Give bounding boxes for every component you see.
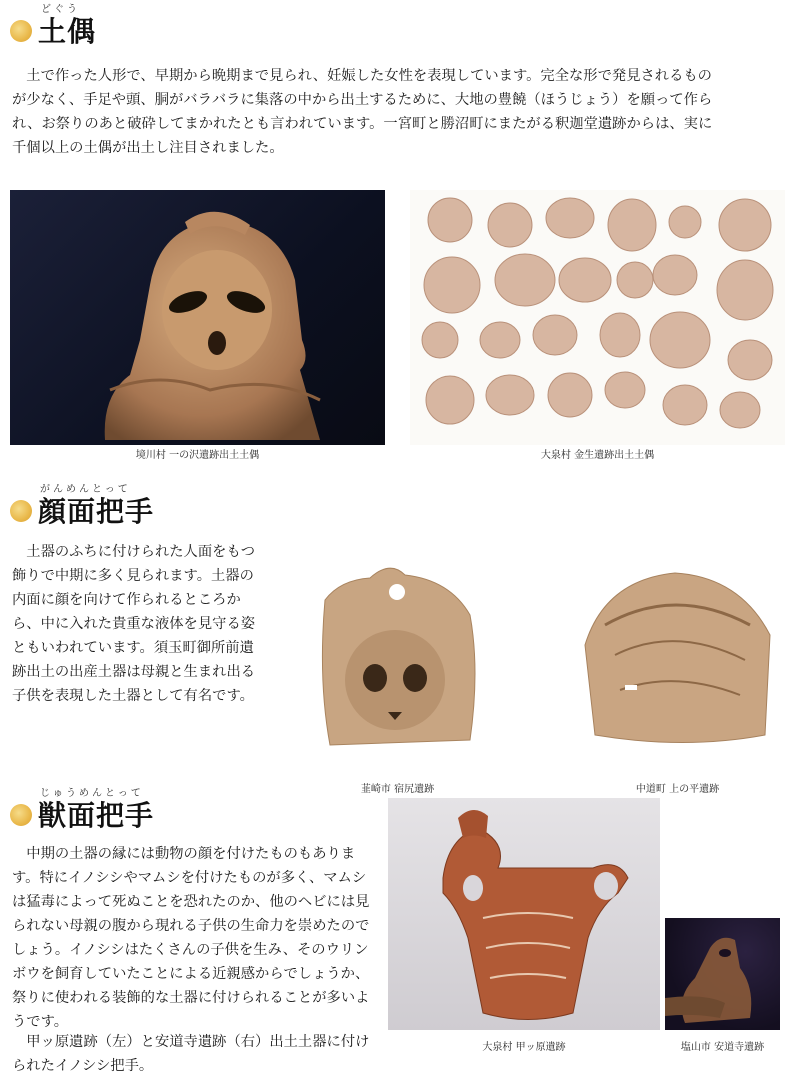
bullet-dot-icon (10, 804, 32, 826)
photo-caption: 中道町 上の平遺跡 (635, 784, 720, 795)
heading-title: 土偶 (38, 15, 97, 48)
heading-ruby: どぐう (41, 4, 80, 15)
heading-ruby: じゅうめんとって (40, 788, 144, 799)
boar-handle-small-photo (665, 918, 780, 1030)
dogu-figure-image (10, 190, 385, 445)
face-handle-photo-left (310, 560, 485, 760)
section-heading-juumen (10, 788, 154, 832)
photo-caption: 大泉村 金生遺跡出土土偶 (540, 450, 655, 461)
boar-handle-small-image (665, 918, 780, 1030)
section-heading-dogu (10, 4, 96, 48)
dogu-faces-image (410, 190, 785, 445)
face-handle-image (575, 565, 780, 750)
boar-handle-pot-image (388, 798, 660, 1030)
face-handle-image (310, 560, 485, 760)
section-heading-ganmen (10, 484, 154, 528)
dogu-photo-left (10, 190, 385, 445)
heading-title: 顔面把手 (38, 495, 155, 528)
bullet-dot-icon (10, 20, 32, 42)
boar-handle-pot-photo (388, 798, 660, 1030)
section-body-text: 中期の土器の縁には動物の顔を付けたものもあります。特にイノシシやマムシを付けたものが多く、マムシは猛毒によって死ぬことを恐れたのか、他のヘビには見られない母親の腹から現れる子供の生命力を崇めたのでしょう。イノシシはたくさんの子供を生み、そのウリンボウを飼育していたことによる近親感からでしょうか、祭りに使われる装飾的な土器に付けられることが多いようです。 (12, 846, 370, 1030)
photo-caption: 大泉村 甲ッ原遺跡 (482, 1042, 566, 1053)
section-body-text: 土で作った人形で、早期から晩期まで見られ、妊娠した女性を表現しています。完全な形で発見されるものが少なく、手足や頭、胴がバラバラに集落の中から出土するために、大地の豊饒（ほうじょう）を願って作られ、お祭りのあと破砕してまかれたとも言われています。一宮町と勝沼町にまたがる釈迦堂遺跡からは、実に千個以上の土偶が出土し注目されました。 (12, 68, 713, 156)
photo-caption: 韮崎市 宿尻遺跡 (360, 784, 435, 795)
photo-caption: 塩山市 安道寺遺跡 (680, 1042, 765, 1053)
section-body-text: 土器のふちに付けられた人面をもつ飾りで中期に多く見られます。土器の内面に顔を向けて作られるところから、中に入れた貴重な液体を見守る姿ともいわれています。須玉町御所前遺跡出土の出産土器は母親と生まれ出る子供を表現した土器として有名です。 (12, 544, 256, 704)
heading-ruby: がんめんとって (40, 484, 131, 495)
dogu-photo-right (410, 190, 785, 445)
heading-title: 獣面把手 (38, 799, 155, 832)
section-body-text-2: 甲ッ原遺跡（左）と安道寺遺跡（右）出土土器に付けられたイノシシ把手。 (12, 1034, 370, 1074)
bullet-dot-icon (10, 500, 32, 522)
face-handle-photo-right (575, 565, 780, 750)
photo-caption: 境川村 一の沢遺跡出土土偶 (135, 450, 260, 461)
